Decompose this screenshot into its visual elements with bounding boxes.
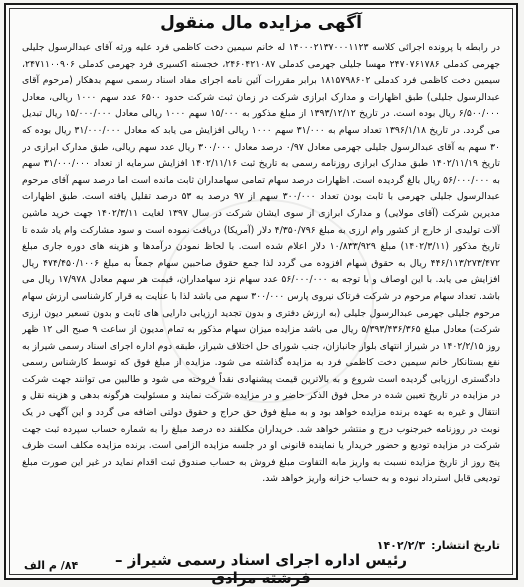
signature-line: رئیس اداره اجرای اسناد رسمی شیراز – فرشته مرادی [114,551,408,587]
notice-body: در رابطه با پرونده اجرائی کلاسه ۱۴۰۰۰۲۱۳۷۰۰۰۱۱۲۳ له خانم سیمین دخت کاظمی فرد علیه ورثه آقای عبدالرسول جلیلی جهرمی کدملی ۲۴۷۰۷۶۱۷۸۶ مهسا جلیلی جهرمی کدملی ۲۴۶۰۴۲۱۰۸۷، خجسته اکسیری فرد جهرمی کدملی ۲۴۷۱۱۰۰۹۰۶، سیمین دخت کاظمی فرد کدملی ۱۸۱۵۷۹۸۶۰۲ برابر مقررات آئین نامه اجرای مفاد اسناد رسمی سهم بدهکار (مرحوم آقای عبدالرسول جلیلی) طبق اظهارات و مدارک ابرازی شرکت در زمان ثبت شرکت حدود ۶۵۰۰ عدد سهم ۱۰۰۰ ریالی، معادل ۶/۵۰۰/۰۰۰ ریال بوده است. در تاریخ ۱۳۹۳/۱۲/۱۲ از مبلغ مذکور به ۱۵/۰۰۰ سهم ۱۰۰۰ ریالی معادل ۱۵/۰۰۰/۰۰۰ ریال تبدیل می گردد. در تاریخ ۱۳۹۶/۱/۱۸ تعداد سهام به ۳۱/۰۰۰ سهم ۱۰۰۰ ریالی افزایش می یابد که معادل ۳۱/۰۰۰/۰۰۰ ریال بوده که ۳۰ سهم به آقای عبدالرسول جلیلی جهرمی معادل ۰/۹۷ درصد معادل ۳۰۰/۰۰۰ ریال عدد سهم ریالی، طبق مدارک ابرازی در تاریخ ۱۴۰۲/۱۱/۱۹ طبق مدارک ابرازی روزنامه رسمی به تاریخ ثبت ۱۴۰۲/۱۱/۱۶ افزایش سرمایه از تعداد ۳۱/۰۰۰/۰۰۰ سهم به ۵۶/۰۰۰/۰۰۰ ریال بالغ گردیده است. اظهارات درصد سهام تمامی سهامداران ثابت مانده است اما درصد سهم آقای مرحوم عبدالرسول جلیلی جهرمی با ثابت بودن تعداد ۳۰۰/۰۰۰ سهم از ۹۷ درصد به ۵۳ درصد تقلیل یافته است. طبق اظهارات مدیرین شرکت (آقای مولایی) و مدارک ابرازی از سوی ایشان شرکت در سال ۱۳۹۷ لغایت ۱۴۰۲/۳/۱۱ جهت خرید ماشین آلات تولیدی از خارج از کشور وام ارزی به مبلغ ۴/۳۵۰/۷۹۶ دلار (آمریکا) دریافت نموده است و سود مشارکت وام یاد شده تا تاریخ مذکور (۱۴۰۲/۳/۱۱) مبلغ ۱۰/۸۳۳/۹۲۹ دلار اعلام شده است. با لحاظ نمودن درآمدها و هزینه های دوره جاری مبلغ ۴۴۶/۱۱۳/۲۷۳/۴۷۲ ریال به حقوق سهام افزوده می گردد لذا جمع حقوق صاحبین سهام جمعاً به مبلغ ۴۷۴/۴۵۰/۱۰۰۶ ریال افزایش می یابد. با این اوصاف و با توجه به ۵۶/۰۰۰/۰۰۰ عدد سهام نزد سهامداران، قیمت هر سهم معادل ۱۷/۹۷۸ ریال می باشد. تعداد سهام مرحوم در شرکت فرتاک نیروی پارس ۳۰۰/۰۰۰ سهم می باشد لذا با عنایت به قرار کارشناسی ارزش سهام مرحوم جلیلی جهرمی عبدالرسول جلیلی (به ارزش دفتری و بدون تجدید ارزیابی دارایی های ثابت و بدون تسعیر دیون ارزی شرکت) معادل مبلغ ۵/۳۹۳/۴۳۶/۳۶۵ ریال می باشد مزایده میزان سهام مذکور به تمام مدیون از ساعت ۹ صبح الی ۱۲ ظهر روز ۱۴۰۲/۲/۱۵ در شیراز انتهای بلوار جانبازان، جنب شورای حل اختلاف شیراز، طبقه دوم اداره اجرای اسناد رسمی شیراز به نفع بستانکار خانم سیمین دخت کاظمی فرد به مزایده گذاشته می شود. مزایده از مبلغ فوق که توسط کارشناس رسمی دادگستری ارزیابی گردیده است شروع و به بالاترین قیمت پیشنهادی نقداً فروخته می شود و طالبین می توانند جهت شرکت در مزایده در تاریخ تعیین شده در محل فوق الذکر حاضر و در مزایده شرکت نمایند و مسئولیت هرگونه بدهی و هزینه نقل و انتقال و غیره به عهده برنده مزایده خواهد بود و به مبلغ فوق حق حراج و حقوق دولتی اضافه می گردد و این آگهی در یک نوبت در روزنامه خبرجنوب درج و منتشر خواهد شد. خریداران مکلفند ده درصد مبلغ را به شماره حساب سپرده ثبت جهت شرکت در مزایده تودیع و حضور خریدار یا نماینده قانونی او در جلسه مزایده الزامی است. برنده مزایده مکلف است ظرف پنج روز از تاریخ مزایده نسبت به واریز مابه التفاوت مبلغ فروش به حساب صندوق ثبت اقدام نماید در غیر این صورت مبلغ تودیعی قابل استرداد نبوده و به حساب خزانه واریز خواهد شد. [22,42,500,485]
publish-label: تاریخ انتشار: [431,539,500,552]
notice-footer [22,539,500,587]
publish-date: ۱۴۰۲/۲/۳ [376,539,426,552]
notice-title: آگهی مزایده مال منقول [160,13,362,33]
reference-number: ۸۴/ م الف [24,559,79,572]
notice-frame [4,3,518,587]
notice-inner-border [9,8,513,587]
